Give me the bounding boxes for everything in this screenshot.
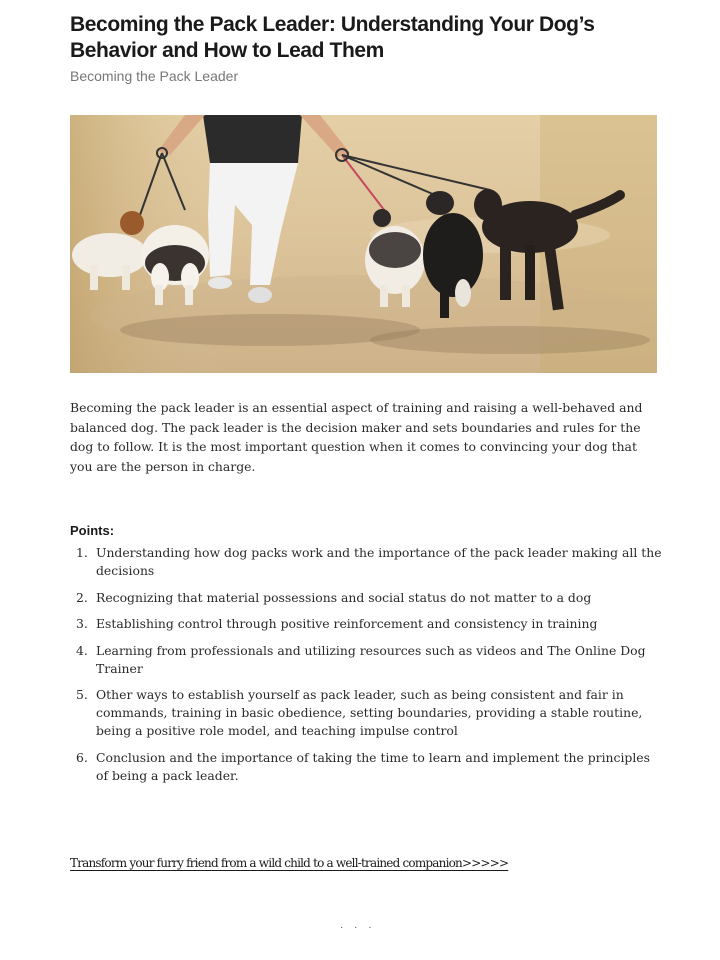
list-item: [76, 589, 664, 607]
list-item-text: Recognizing that material possessions and social status do not matter to a dog: [96, 589, 592, 605]
list-item-text: Other ways to establish yourself as pack leader, such as being consistent and fair in commands, training in basic obedience, setting boundaries, providing a stable routine, being a positive role model, and teaching impulse control: [96, 687, 643, 739]
hero-image: [70, 115, 657, 373]
intro-paragraph: Becoming the pack leader is an essential aspect of training and raising a well-behaved and balanced dog. The pack leader is the decision maker and sets boundaries and rules for the dog to follow. It is the most important question when it comes to convincing your dog that you are the person in charge.: [70, 400, 643, 474]
article-subtitle: Becoming the Pack Leader: [70, 68, 239, 84]
list-item: [76, 749, 664, 785]
list-item-text: Conclusion and the importance of taking the time to learn and implement the principles of being a pack leader.: [96, 749, 650, 783]
list-item-text: Understanding how dog packs work and the importance of the pack leader making all the decisions: [96, 545, 662, 578]
list-item-number: 1.: [76, 545, 88, 560]
list-item: [76, 615, 664, 633]
list-item: [76, 686, 664, 740]
list-item-number: 3.: [76, 616, 88, 632]
cta-link[interactable]: Transform your furry friend from a wild child to a well-trained companion>>>>>: [70, 856, 509, 870]
list-item-text: Learning from professionals and utilizing resources such as videos and The Online Dog Trainer: [96, 642, 646, 676]
pagination-dots: · · ·: [340, 922, 376, 933]
points-heading: Points:: [70, 523, 115, 538]
list-item-number: 6.: [76, 749, 88, 765]
list-item-number: 2.: [76, 589, 88, 605]
list-item: [76, 642, 664, 678]
article-title: Becoming the Pack Leader: Understanding Your Dog’s Behavior and How to Lead Them: [70, 13, 595, 62]
list-item-number: 5.: [76, 687, 88, 703]
points-list: [76, 544, 664, 794]
list-item: [76, 544, 664, 580]
list-item-number: 4.: [76, 642, 88, 658]
list-item-text: Establishing control through positive reinforcement and consistency in training: [96, 616, 598, 632]
